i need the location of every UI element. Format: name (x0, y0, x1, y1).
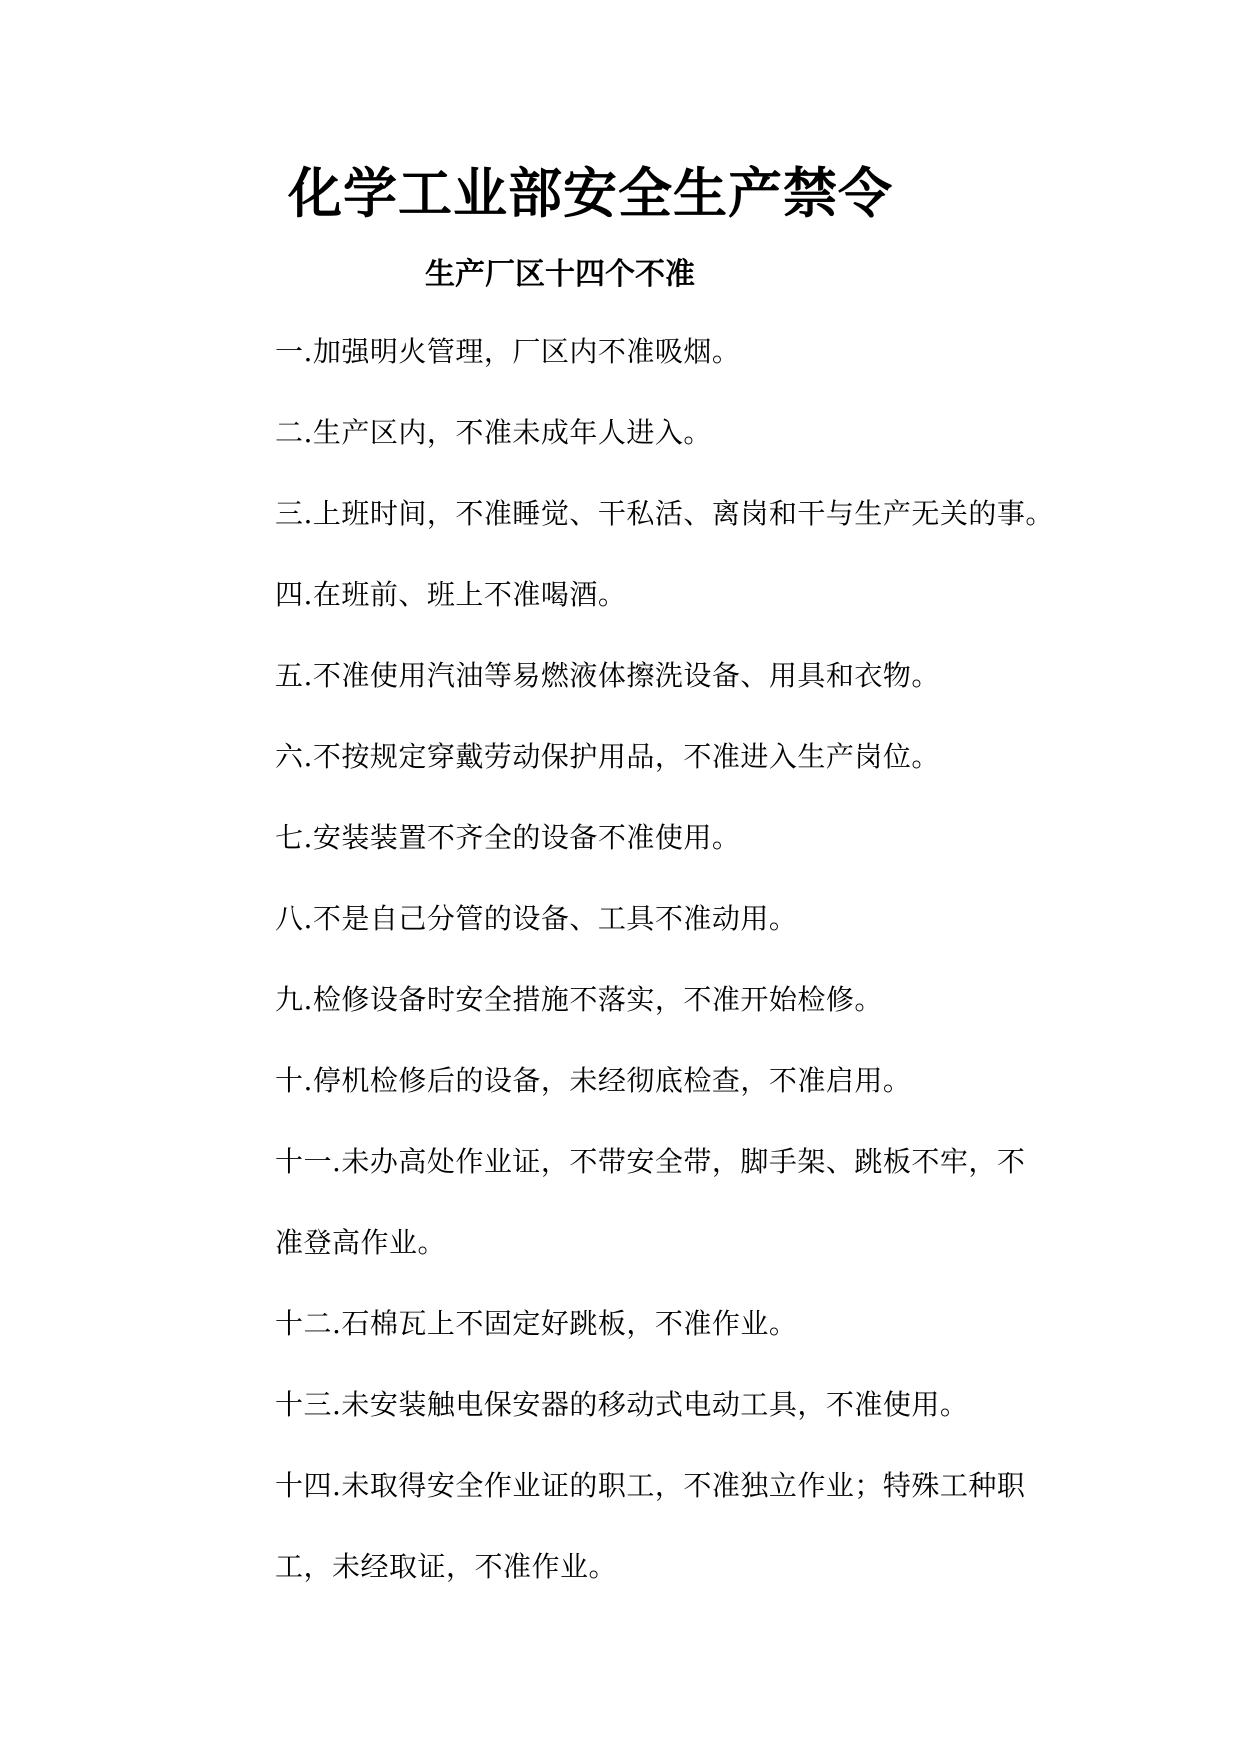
document-title: 化学工业部安全生产禁令 (288, 161, 893, 225)
rule-line-1: 一.加强明火管理，厂区内不准吸烟。 (275, 335, 741, 368)
rule-line-8: 八.不是自己分管的设备、工具不准动用。 (275, 902, 798, 935)
rule-line-5: 五.不准使用汽油等易燃液体擦洗设备、用具和衣物。 (275, 659, 940, 692)
rule-line-4: 四.在班前、班上不准喝酒。 (275, 578, 627, 611)
rule-line-6: 六.不按规定穿戴劳动保护用品，不准进入生产岗位。 (275, 740, 940, 773)
rule-line-11: 十一.未办高处作业证，不带安全带，脚手架、跳板不牢，不 (275, 1145, 1026, 1178)
rule-line-9: 九.检修设备时安全措施不落实，不准开始检修。 (275, 983, 883, 1016)
document-subtitle: 生产厂区十四个不准 (425, 257, 695, 292)
rule-line-2: 二.生产区内，不准未成年人进入。 (275, 416, 712, 449)
rule-line-14-cont: 工，未经取证，不准作业。 (275, 1550, 618, 1583)
rule-line-14: 十四.未取得安全作业证的职工，不准独立作业；特殊工种职 (275, 1469, 1026, 1502)
rules-list (275, 332, 1075, 1628)
rule-line-3: 三.上班时间，不准睡觉、干私活、离岗和干与生产无关的事。 (275, 497, 1054, 530)
rule-line-12: 十二.石棉瓦上不固定好跳板，不准作业。 (275, 1307, 798, 1340)
rule-line-11-cont: 准登高作业。 (275, 1226, 447, 1259)
rule-line-13: 十三.未安装触电保安器的移动式电动工具，不准使用。 (275, 1388, 969, 1421)
rule-line-7: 七.安装装置不齐全的设备不准使用。 (275, 821, 741, 854)
rule-line-10: 十.停机检修后的设备，未经彻底检查，不准启用。 (275, 1064, 912, 1097)
